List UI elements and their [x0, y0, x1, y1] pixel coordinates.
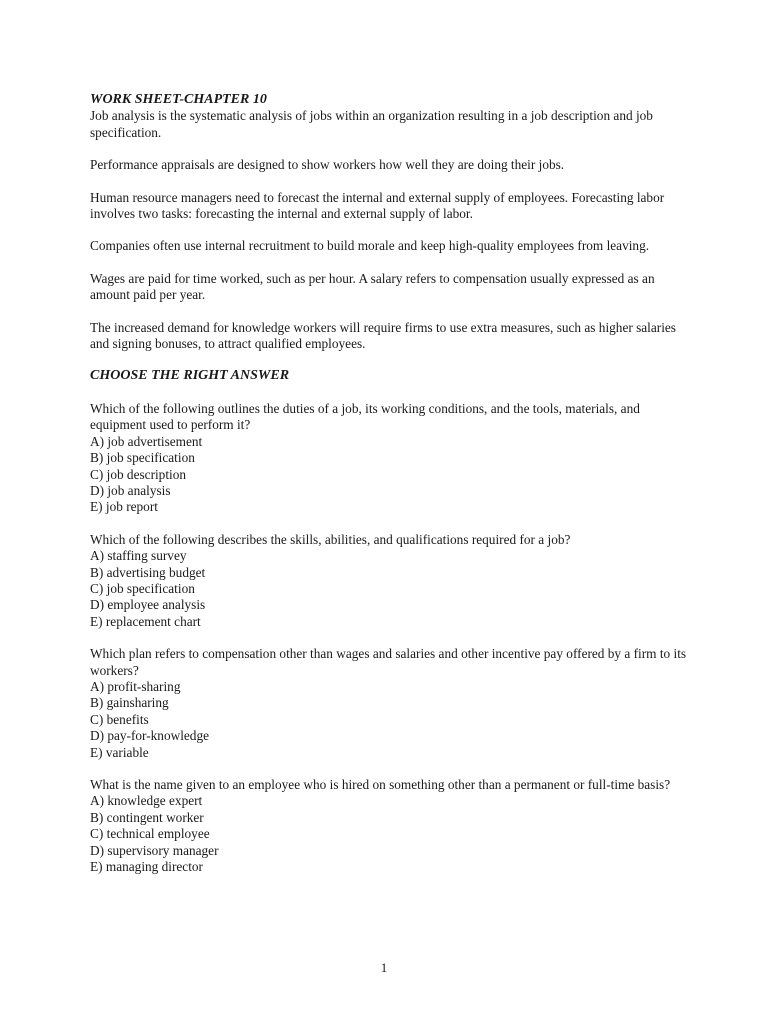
answer-option: C) job description: [90, 466, 187, 482]
worksheet-title: WORK SHEET-CHAPTER 10: [90, 92, 267, 107]
answer-option: D) employee analysis: [90, 597, 206, 613]
question-1: [90, 401, 690, 516]
intro-paragraph-2: Performance appraisals are designed to show workers how well they are doing their jobs.: [90, 157, 565, 173]
intro-paragraph-5: Wages are paid for time worked, such as per hour. A salary refers to compensation usually expressed as an amount paid per year.: [90, 270, 655, 303]
question-4: [90, 777, 690, 875]
question-text: Which of the following describes the skills, abilities, and qualifications required for a job?: [90, 531, 571, 547]
answer-option: A) staffing survey: [90, 548, 187, 564]
question-3: [90, 646, 690, 761]
quiz-heading: CHOOSE THE RIGHT ANSWER: [90, 368, 290, 384]
intro-paragraph-3: Human resource managers need to forecast the internal and external supply of employees. Forecasting labor involves two tasks: forecasting the internal and external supply of labor.: [90, 189, 665, 222]
question-2: [90, 532, 690, 630]
intro-paragraph-4: Companies often use internal recruitment to build morale and keep high-quality employees from leaving.: [90, 238, 650, 254]
answer-option: E) replacement chart: [90, 613, 201, 629]
answer-option: D) job analysis: [90, 482, 171, 498]
answer-option: C) benefits: [90, 711, 149, 727]
answer-option: C) technical employee: [90, 826, 210, 842]
answer-option: B) contingent worker: [90, 809, 204, 825]
answer-option: A) job advertisement: [90, 433, 203, 449]
answer-option: E) job report: [90, 499, 158, 515]
answer-option: B) gainsharing: [90, 695, 169, 711]
page-number: 1: [380, 960, 388, 975]
intro-paragraph-1: Job analysis is the systematic analysis of jobs within an organization resulting in a job description and job specification.: [90, 108, 653, 140]
answer-option: A) profit-sharing: [90, 678, 181, 694]
answer-option: D) supervisory manager: [90, 842, 219, 858]
answer-option: D) pay-for-knowledge: [90, 728, 209, 744]
question-text: What is the name given to an employee who is hired on something other than a permanent or full-time basis?: [90, 777, 671, 792]
answer-option: E) variable: [90, 744, 149, 760]
question-text: Which of the following outlines the duties of a job, its working conditions, and the tools, materials, and equipment used to perform it?: [90, 400, 640, 433]
answer-option: B) advertising budget: [90, 564, 206, 580]
answer-option: E) managing director: [90, 859, 203, 875]
intro-paragraph-6: The increased demand for knowledge workers will require firms to use extra measures, such as higher salaries and signing bonuses, to attract qualified employees.: [90, 319, 676, 352]
question-text: Which plan refers to compensation other than wages and salaries and other incentive pay offered by a firm to its workers?: [90, 646, 687, 678]
answer-option: B) job specification: [90, 450, 195, 466]
answer-option: A) knowledge expert: [90, 793, 203, 809]
answer-option: C) job specification: [90, 580, 195, 596]
document-page: [90, 92, 690, 891]
